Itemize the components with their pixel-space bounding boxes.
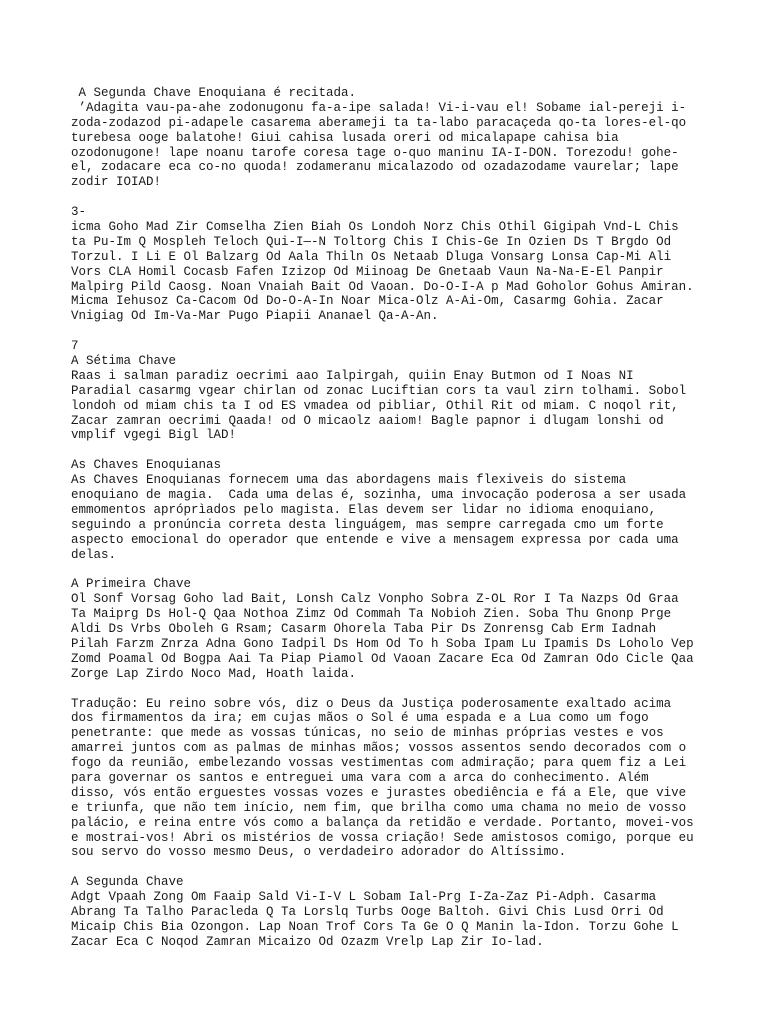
text-line: Torzul. I Li E Ol Balzarg Od Aala Thiln Os Netaab Dluga Vonsarg Lonsa Cap-Mi Ali (71, 249, 672, 264)
text-line: disso, vós então erguestes vossas vozes e jurastes obediência e fá a Ele, que vive (71, 785, 687, 800)
text-line: Micaip Chis Bia Ozongon. Lap Noan Trof Cors Ta Ge O Q Manin la-Idon. Torzu Gohe L (71, 919, 679, 934)
text-block-translation (71, 697, 711, 861)
text-line: ozodonugone! lape noanu tarofe coresa tage o-quo maninu IA-I-DON. Torezodu! gohe- (71, 145, 679, 160)
text-line: As Chaves Enoquianas fornecem uma das abordagens mais flexiveis do sistema (71, 473, 627, 488)
text-line: delas. (71, 547, 117, 562)
text-line: ta Pu-Im Q Mospleh Teloch Qui-I—-N Toltorg Chis I Chis-Ge In Ozien Ds T Brgdo Od (71, 234, 672, 249)
section-number: 3- (71, 205, 87, 220)
text-line: sou servo do vosso mesmo Deus, o verdadeiro adorador do Altíssimo. (71, 845, 567, 860)
text-line: Abrang Ta Talho Paracleda Q Ta Lorslq Turbs Ooge Baltoh. Givi Chis Lusd Orri Od (71, 904, 664, 919)
text-line: dos firmamentos da ira; em cujas mãos o Sol é uma espada e a Lua como um fogo (71, 711, 649, 726)
text-block-seventh-key (71, 339, 711, 443)
text-block-key-3 (71, 205, 711, 324)
text-line: e triunfa, que não tem início, nem fim, que brilha como uma chama no meio de vosso (71, 800, 687, 815)
text-line: Tradução: Eu reino sobre vós, diz o Deus da Justiça poderosamente exaltado acima (71, 696, 672, 711)
text-line: el, zodacare eca co-no quoda! zodameranu micalazodo od ozadazodame vaurelar; lape (71, 160, 679, 175)
text-line: Malpirg Pild Caosg. Noan Vnaiah Bait Od Vaoan. Do-O-I-A p Mad Goholor Gohus Amiran. (71, 279, 694, 294)
section-heading: As Chaves Enoquianas (71, 458, 222, 473)
text-line: Ta Maiprg Ds Hol-Q Qaa Nothoa Zimz Od Commah Ta Nobioh Zien. Soba Thu Gnonp Prge (71, 607, 672, 622)
text-line: vmplif vgegi Bigl lAD! (71, 428, 237, 443)
text-line: zodir IOIAD! (71, 175, 162, 190)
text-line: icma Goho Mad Zir Comselha Zien Biah Os Londoh Norz Chis Othil Gigipah Vnd-L Chis (71, 220, 679, 235)
text-line: ’Adagita vau-pa-ahe zodonugonu fa-a-ipe salada! Vi-i-vau el! Sobame ial-pereji i- (71, 100, 687, 115)
text-block-enochian-keys-intro (71, 458, 711, 562)
text-line: para governar os santos e entreguei uma vara com a arca do conhecimento. Além (71, 770, 649, 785)
text-block-second-key (71, 875, 711, 949)
text-line: turebesa ooge balatohe! Giui cahisa lusada oreri od micalapape cahisa bia (71, 130, 619, 145)
text-line: amarrei juntos com as palmas de minhas mãos; vossos assentos sendo decorados com o (71, 741, 687, 756)
text-block-second-key-recited (71, 86, 711, 190)
text-line: Vnigiag Od Im-Va-Mar Pugo Piapii Ananael Qa-A-An. (71, 309, 439, 324)
text-line: Paradial casarmg vgear chirlan od zonac Luciftian cors ta vaul zirn tolhami. Sobol (71, 383, 687, 398)
text-line: Aldi Ds Vrbs Oboleh G Rsam; Casarm Ohorela Taba Pir Ds Zonrensg Cab Erm Iadnah (71, 622, 657, 637)
text-block-first-key (71, 577, 711, 681)
text-line: penetrante: que mede as vossas túnicas, no seio de minhas próprias vestes e vos (71, 726, 664, 741)
text-line: Raas i salman paradiz oecrimi aao Ialpirgah, quiin Enay Butmon od I Noas NI (71, 368, 634, 383)
text-line: Zacar zamran oecrimi Qaada! od O micaolz aaiom! Bagle papnor i dlugam lonshi od (71, 413, 664, 428)
document-page (71, 86, 711, 965)
text-line: emmomentos apróprìados pelo magista. Elas devem ser lidar no idioma enoquiano, (71, 502, 657, 517)
text-line: e mostrai-vos! Abri os mistérios de vossa criação! Sede amistosos comigo, porque eu (71, 830, 694, 845)
text-line: zoda-zodazod pi-adapele casarema aberameji ta ta-labo paracaçeda qo-ta lores-el-qo (71, 115, 687, 130)
text-line: aspecto emocional do operador que entende e vive a mensagem expressa por cada uma (71, 532, 679, 547)
text-line: Ol Sonf Vorsag Goho lad Bait, Lonsh Calz Vonpho Sobra Z-OL Ror I Ta Nazps Od Graa (71, 592, 679, 607)
text-line: londoh od miam chis ta I od ES vmadea od pibliar, Othil Rit od miam. C noqol rit, (71, 398, 679, 413)
text-line: Adgt Vpaah Zong Om Faaip Sald Vi-I-V L Sobam Ial-Prg I-Za-Zaz Pi-Adph. Casarma (71, 890, 657, 905)
section-heading: A Segunda Chave (71, 875, 184, 890)
text-line: palácio, e reina entre vós como a balança da retidão e verdade. Portanto, movei-vos (71, 815, 694, 830)
text-line: Zomd Poamal Od Bogpa Aai Ta Piap Piamol Od Vaoan Zacare Eca Od Zamran Odo Cicle Qaa (71, 651, 694, 666)
section-number: 7 (71, 339, 79, 354)
text-line: fogo da reunião, embelezando vossas vestimentas com admiração; para quem fiz a Lei (71, 756, 687, 771)
text-line: Micma Iehusoz Ca-Cacom Od Do-O-A-In Noar Mica-Olz A-Ai-Om, Casarmg Gohia. Zacar (71, 294, 664, 309)
text-line: Vors CLA Homil Cocasb Fafen Izizop Od Miinoag De Gnetaab Vaun Na-Na-E-El Panpir (71, 264, 664, 279)
text-line: seguindo a pronúncia correta desta linguágem, mas sempre carregada cmo um forte (71, 517, 664, 532)
text-line: Pilah Farzm Znrza Adna Gono Iadpil Ds Hom Od To h Soba Ipam Lu Ipamis Ds Loholo Vep (71, 636, 694, 651)
section-heading: A Sétima Chave (71, 354, 177, 369)
text-line: Zacar Eca C Noqod Zamran Micaizo Od Ozazm Vrelp Lap Zir Io-lad. (71, 934, 544, 949)
section-heading: A Primeira Chave (71, 577, 192, 592)
text-line: enoquiano de magia. Cada uma delas é, sozinha, uma invocação poderosa a ser usada (71, 488, 687, 503)
text-line: Zorge Lap Zirdo Noco Mad, Hoath laida. (71, 666, 357, 681)
text-line: A Segunda Chave Enoquiana é recitada. (71, 86, 357, 100)
